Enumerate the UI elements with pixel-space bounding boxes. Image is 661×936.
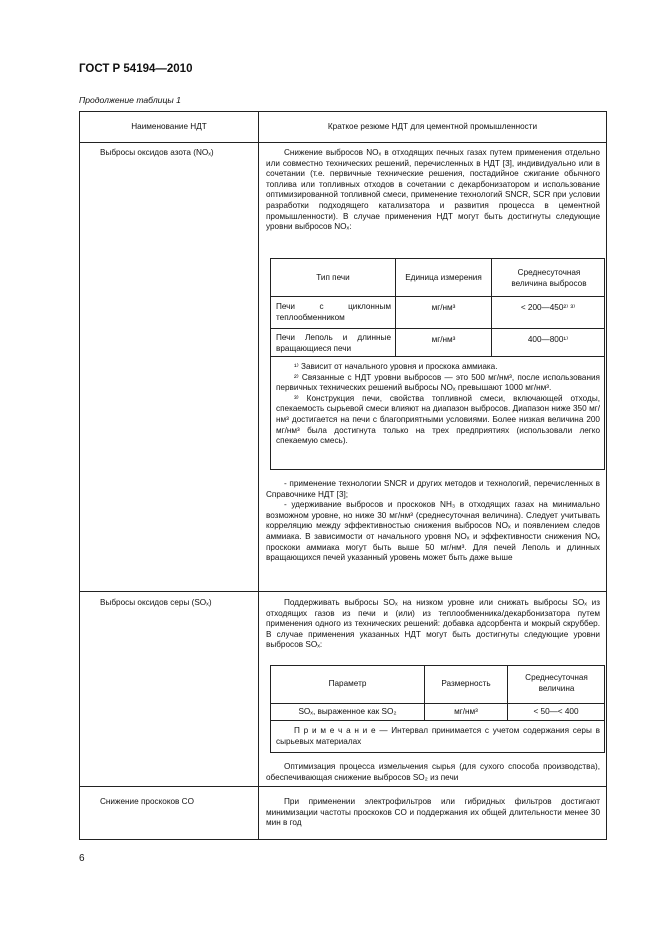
nox-footnotes-bottom <box>270 469 605 470</box>
sox-value: < 50—< 400 <box>533 707 579 716</box>
nox-kiln-cyclone: Печи с циклонным теплообменником <box>276 302 391 322</box>
sox-subtable-header-divider <box>270 703 605 704</box>
sox-header-daily-average: Среднесуточная величина <box>525 673 588 693</box>
standard-title: ГОСТ Р 54194—2010 <box>79 63 193 75</box>
nox-value-cyclone: < 200—450²⁾ ³⁾ <box>520 303 576 312</box>
nox-header-kiln-type: Тип печи <box>316 273 350 282</box>
sox-header-dimension: Размерность <box>441 679 491 688</box>
nox-subtable-right <box>604 258 605 356</box>
row-divider-sox <box>79 591 607 592</box>
nox-subtable-header-divider <box>270 296 605 297</box>
table-right-border <box>606 111 607 840</box>
nox-header-daily-average: Среднесуточная величина выбросов <box>511 268 587 288</box>
column-header-summary: Краткое резюме НДТ для цементной промышленности <box>327 122 538 131</box>
nox-footnotes-right <box>604 356 605 469</box>
row-divider-co <box>79 786 607 787</box>
nox-footnotes-left <box>270 356 271 469</box>
table-continuation-label: Продолжение таблицы 1 <box>79 95 181 105</box>
nox-footnote-2: ²⁾ Связанные с НДТ уровни выбросов — это 500 мг/нм³, после использования первичных технических решений выбросы NOₓ превышают 1000 мг/нм³. <box>276 372 600 393</box>
nox-header-unit: Единица измерения <box>405 273 482 282</box>
nox-subtable-bottom <box>270 356 605 357</box>
nox-subtable-row-divider <box>270 328 605 329</box>
table-left-border <box>79 111 80 840</box>
sox-outro-paragraph: Оптимизация процесса измельчения сырья (для сухого способа производства), обеспечивающая снижение выбросов SO₂ из печи <box>266 762 600 782</box>
nox-bullet-sncr: - применение технологии SNCR и других методов и технологий, перечисленных в Справочнике НДТ [3]; <box>266 479 600 499</box>
row-name-co: Снижение проскоков CO <box>100 797 194 806</box>
nox-bullets <box>266 479 600 564</box>
table-top-border <box>79 111 607 112</box>
nox-subtable-top <box>270 258 605 259</box>
sox-intro-paragraph: Поддерживать выбросы SOₓ на низком уровне или снижать выбросы SOₓ из отходящих газов из печи и (или) из теплообменника/декарбонизатора путем применения одного из технических решений: добавка адсорбента и мокрый скруббер. В случае применения указанных НДТ могут быть достигнуты следующие уровни выбросов SOₓ: <box>266 598 600 650</box>
sox-subtable-right <box>604 665 605 752</box>
nox-kiln-lepol: Печи Леполь и длинные вращающиеся печи <box>276 333 391 353</box>
nox-unit-lepol: мг/нм³ <box>431 335 456 344</box>
nox-value-lepol: 400—800¹⁾ <box>527 335 569 344</box>
sox-unit: мг/нм³ <box>454 707 478 716</box>
sox-subtable-top <box>270 665 605 666</box>
nox-bullet-nh3: - удерживание выбросов и проскоков NH₃ в отходящих газах на минимально возможном уровне, но ниже 30 мг/нм³ (среднесуточная величина). Следует учитывать корреляцию между эффективностью снижения выбросов NOₓ и появлением следов аммиака. В зависимости от начального уровня NOₓ и эффективности снижения NOₓ проскоки аммиака могут быть выше 50 мг/нм³. Для печей Леполь и длинных вращающихся печей указанный уровень может быть даже выше <box>266 500 600 563</box>
column-header-name: Наименование НДТ <box>131 122 207 131</box>
sox-note-bottom <box>270 752 605 753</box>
sox-header-parameter: Параметр <box>328 679 367 688</box>
sox-param: SOₓ, выраженное как SO₂ <box>298 707 397 716</box>
table-header-divider <box>79 142 607 143</box>
table-column-divider <box>258 111 259 840</box>
sox-subtable-row-divider <box>270 720 605 721</box>
nox-footnote-1: ¹⁾ Зависит от начального уровня и проскока аммиака. <box>294 362 498 371</box>
nox-footnote-3: ³⁾ Конструкция печи, свойства топливной смеси, включающей отходы, спекаемость сырьевой смеси влияют на диапазон выбросов. Диапазон ниже 350 мг/нм³ достигается на печи с благоприятными условиями. Более низкая величина 200 мг/нм³ была достигнута только на трех предприятиях (использовали легко спекаемую смесь). <box>276 393 600 446</box>
sox-note: П р и м е ч а н и е — Интервал принимается с учетом содержания серы в сырьевых материалах <box>276 726 600 746</box>
nox-footnotes <box>276 362 600 447</box>
co-paragraph: При применении электрофильтров или гибридных фильтров достигают минимизации частоты проскоков CO и поддержания их общей длительности менее 30 мин в год <box>266 797 600 828</box>
nox-unit-cyclone: мг/нм³ <box>431 303 456 312</box>
row-name-sox: Выбросы оксидов серы (SOₓ) <box>100 598 212 607</box>
nox-intro-paragraph: Снижение выбросов NOₓ в отходящих печных газах путем применения отдельно или совместно технических решений, перечисленных в НДТ [3], индивидуально или в сочетании (т.е. первичные технические решения, постадийное сжигание обычного топлива или топливных отходов в сочетании с декарбонизатором и использование оптимизированной топливной смеси, применение технологий SNCR, SCR при условии разработки подходящего катализатора и развития процесса в цементной промышленности). В случае применения НДТ могут быть достигнуты следующие уровни выбросов NOₓ: <box>266 148 600 232</box>
page-number: 6 <box>79 853 85 864</box>
row-name-nox: Выбросы оксидов азота (NOₓ) <box>100 148 214 157</box>
table-bottom-border <box>79 839 607 840</box>
